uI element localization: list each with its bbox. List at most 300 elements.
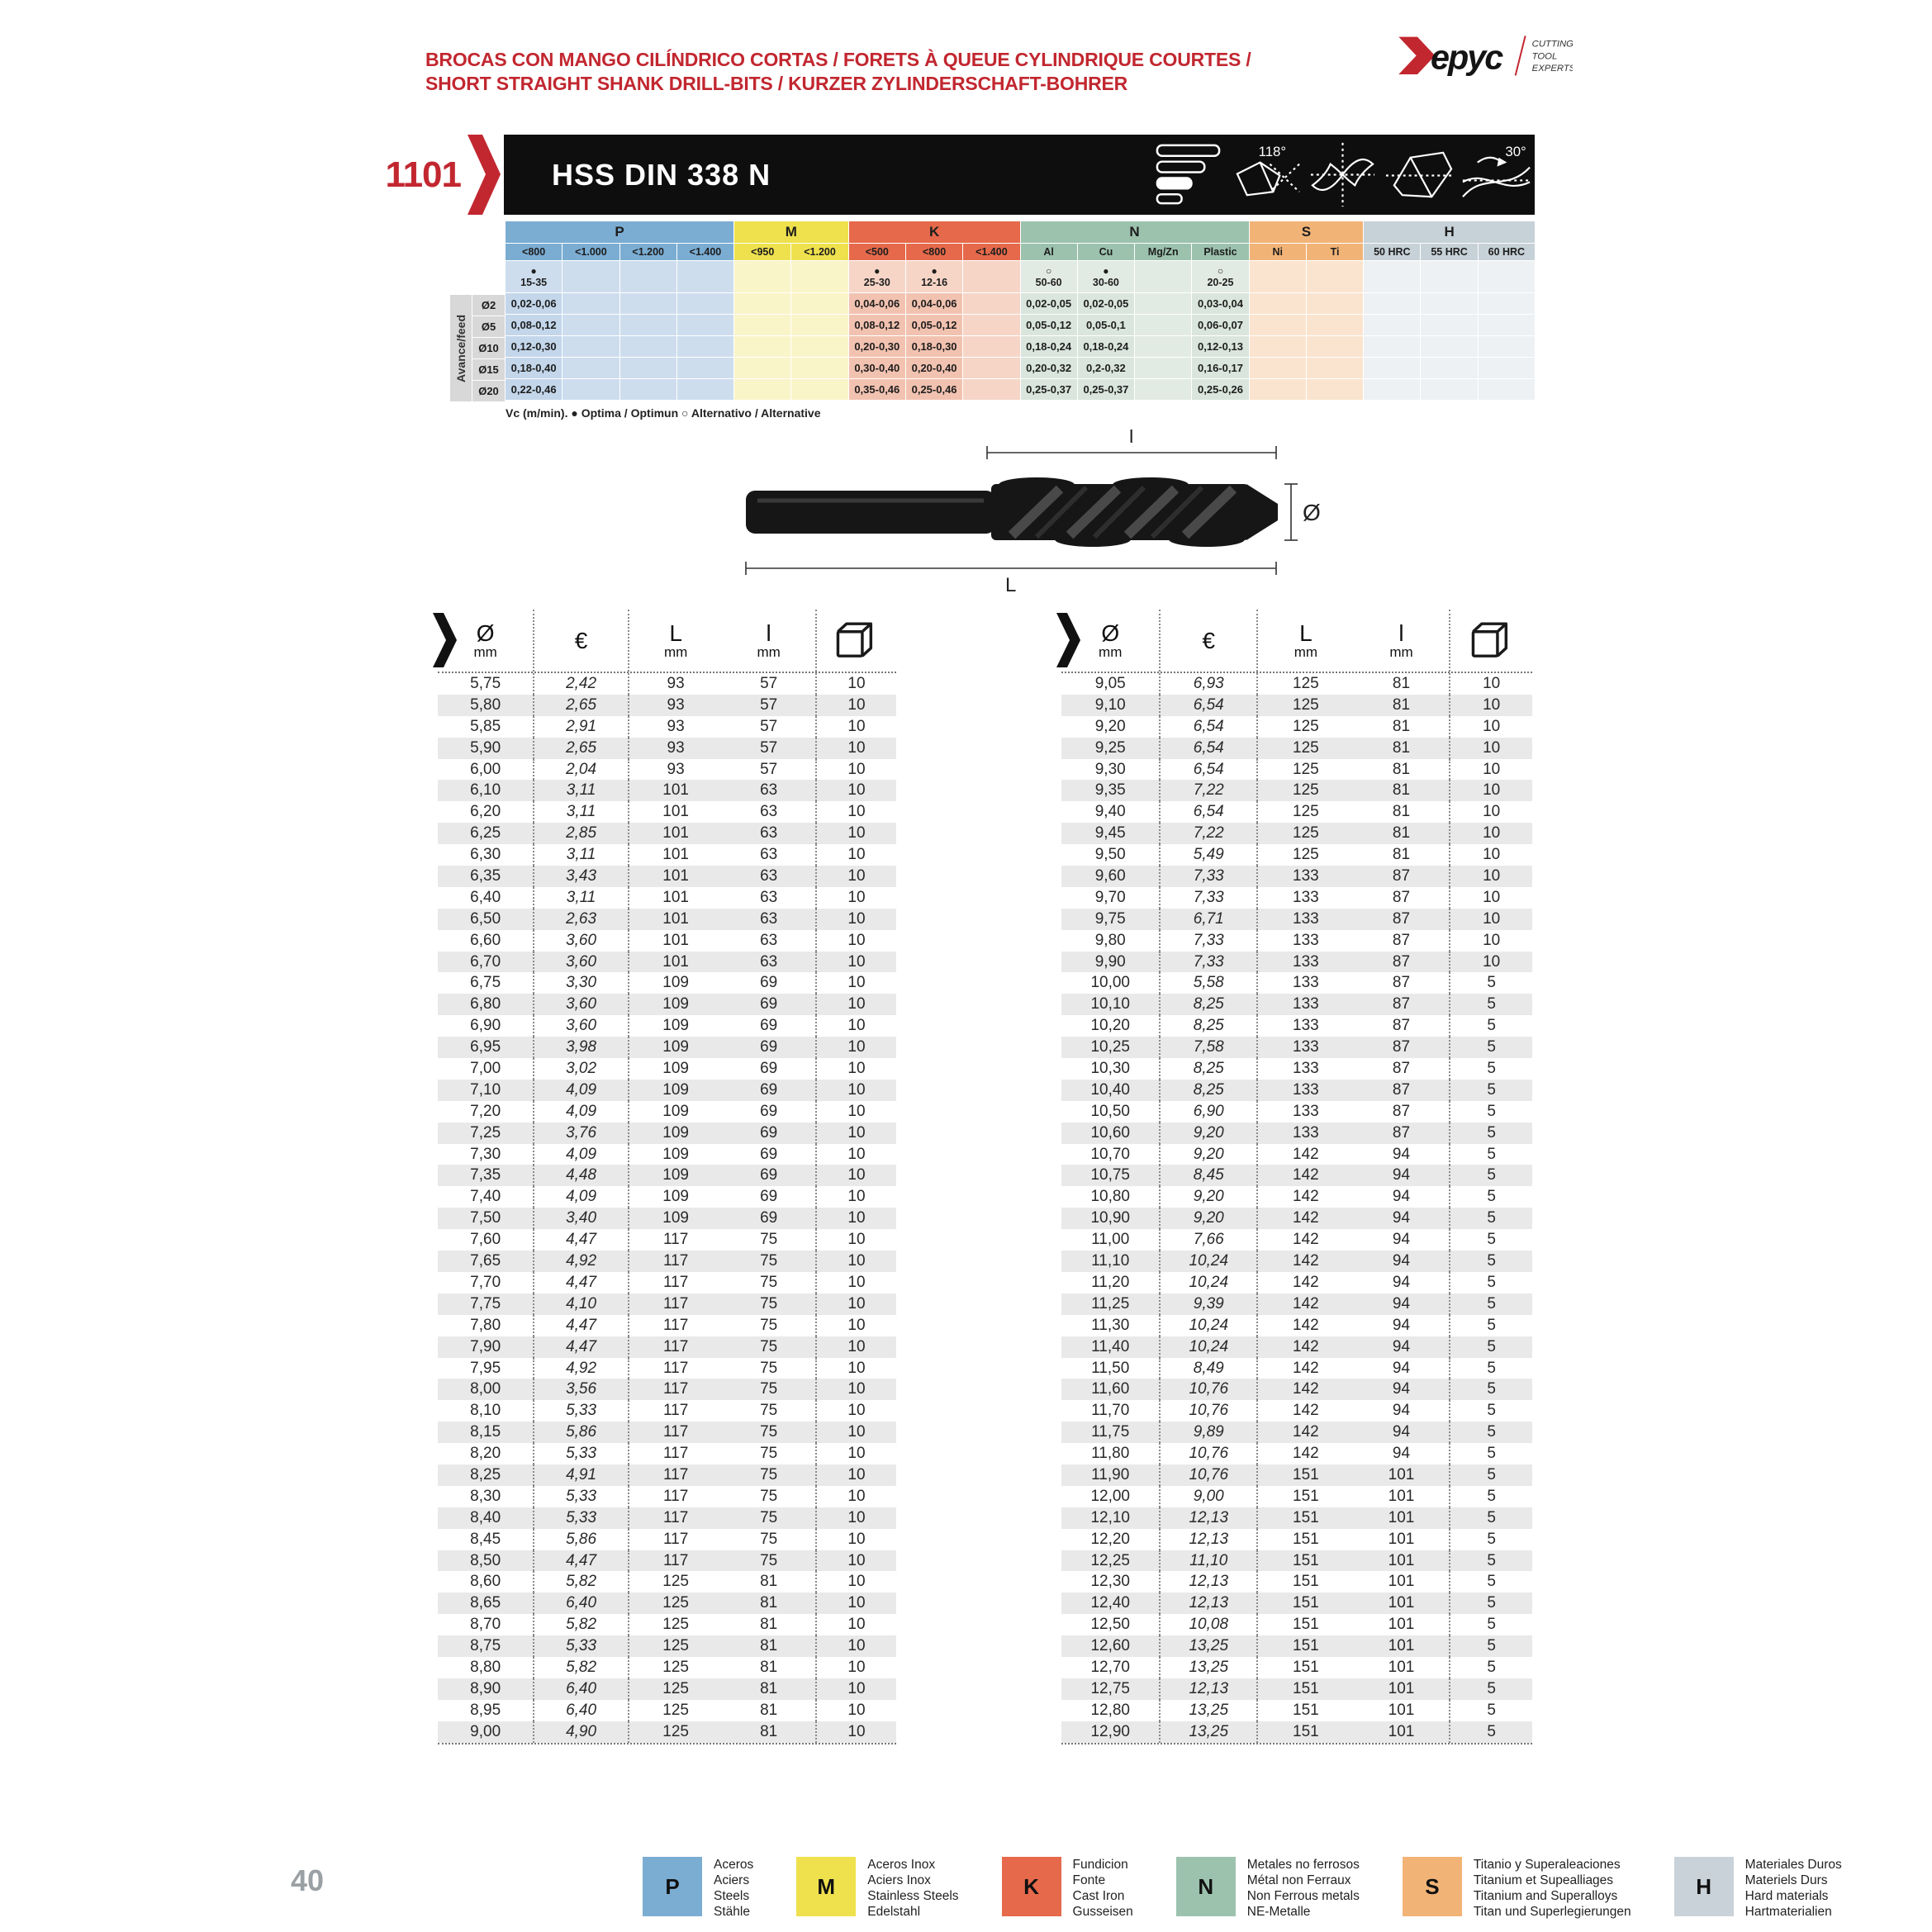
cell-flute-length: 81 (1392, 717, 1411, 735)
feed-label-block (450, 295, 505, 401)
legend-letter: P (665, 1873, 680, 1899)
cell-pack-qty: 5 (1449, 1251, 1532, 1272)
table-row (438, 887, 896, 909)
cell-pack-qty: 10 (1449, 695, 1532, 716)
table-row (438, 1358, 896, 1379)
cell-flute-length: 94 (1392, 1145, 1411, 1163)
cell-price: 12,13 (1159, 1507, 1256, 1529)
legend-text (1745, 1857, 1842, 1920)
cutting-speed-cell (1250, 261, 1306, 292)
table-row (1061, 1336, 1532, 1358)
legend-text (1474, 1857, 1631, 1920)
cell-flute-length: 87 (1392, 1102, 1411, 1120)
cell-total-length: 109 (628, 972, 723, 994)
product-banner (385, 135, 1536, 215)
cell-flute-length: 75 (760, 1273, 778, 1291)
diameter-dimension (1284, 484, 1298, 540)
catalog-header (1061, 610, 1532, 673)
cell-price: 10,24 (1159, 1251, 1256, 1272)
cell-total-length: 125 (628, 1657, 723, 1678)
cell-pack-qty: 10 (815, 952, 896, 973)
table-row (438, 1571, 896, 1593)
cell-pack-qty: 10 (815, 1208, 896, 1229)
cutting-parameter-table (506, 221, 1535, 400)
cell-diameter: 8,65 (470, 1594, 501, 1612)
speed-marker: ● (1103, 264, 1109, 277)
cell-pack-qty: 10 (815, 1443, 896, 1464)
cell-diameter: 12,90 (1090, 1722, 1130, 1740)
cell-total-length: 117 (628, 1422, 723, 1443)
cell-pack-qty: 10 (815, 780, 896, 801)
cell-flute-length: 81 (1392, 675, 1411, 692)
legend-line: Cast Iron (1072, 1889, 1125, 1903)
table-row (1061, 780, 1532, 801)
page-title-line1: BROCAS CON MANGO CILÍNDRICO CORTAS / FORETS À QUEUE CYLINDRIQUE COURTES / (425, 49, 1251, 70)
cell-diameter: 9,70 (1094, 888, 1126, 906)
cell-total-length: 109 (628, 1101, 723, 1123)
catalog-header (438, 610, 896, 673)
cell-price: 3,98 (533, 1037, 628, 1058)
feed-cell: 0,25-0,26 (1192, 379, 1248, 400)
feed-cell (1250, 379, 1306, 400)
cell-total-length: 109 (628, 1080, 723, 1101)
cell-price: 3,60 (533, 930, 628, 952)
cell-price: 4,90 (533, 1721, 628, 1743)
legend-line: Fundicion (1072, 1858, 1128, 1872)
cell-diameter: 9,50 (1094, 846, 1126, 864)
col-header-flute-length (722, 610, 815, 672)
legend-line: Titan und Superlegierungen (1473, 1905, 1631, 1919)
cell-total-length: 151 (1256, 1571, 1354, 1593)
cell-pack-qty: 10 (1449, 823, 1532, 844)
cell-diameter: 6,75 (470, 974, 501, 992)
feed-cell (963, 379, 1019, 400)
cell-price: 6,40 (533, 1678, 628, 1700)
cell-total-length: 125 (1256, 673, 1354, 695)
table-row (1061, 1165, 1532, 1186)
table-row (1061, 1101, 1532, 1123)
table-row (1061, 1037, 1532, 1058)
cell-flute-length: 81 (760, 1637, 778, 1655)
table-row (438, 1058, 896, 1080)
table-row (1061, 1550, 1532, 1572)
cell-pack-qty: 10 (815, 1422, 896, 1443)
cell-diameter: 11,80 (1091, 1445, 1130, 1463)
cell-total-length: 142 (1256, 1144, 1354, 1165)
cutting-speed-cell (620, 261, 676, 292)
feed-cell: 0,04-0,06 (849, 293, 905, 314)
cell-pack-qty: 10 (1449, 780, 1532, 801)
cell-total-length: 133 (1256, 930, 1354, 952)
cell-diameter: 8,75 (470, 1637, 501, 1655)
cell-flute-length: 57 (760, 695, 778, 714)
cell-price: 8,25 (1159, 1058, 1256, 1080)
cell-diameter: 10,20 (1090, 1017, 1130, 1035)
total-length-symbol: L (669, 619, 682, 646)
cell-flute-length: 94 (1392, 1337, 1411, 1355)
cell-pack-qty: 5 (1449, 1400, 1532, 1422)
speed-subheader: <1.200 (791, 244, 847, 260)
cell-diameter: 12,25 (1090, 1551, 1130, 1569)
cell-price: 6,93 (1159, 673, 1256, 695)
cell-flute-length: 63 (760, 952, 778, 971)
cell-total-length: 125 (1256, 823, 1354, 844)
cell-diameter: 8,60 (470, 1573, 501, 1591)
cell-diameter: 8,70 (470, 1616, 501, 1634)
cell-flute-length: 75 (760, 1551, 778, 1569)
cell-price: 9,20 (1159, 1123, 1256, 1144)
cell-total-length: 133 (1256, 887, 1354, 909)
speed-subheader: Al (1021, 244, 1077, 260)
feed-cell (734, 293, 790, 314)
table-row (1061, 1700, 1532, 1721)
table-row (1061, 887, 1532, 909)
table-row (438, 1700, 896, 1721)
cell-flute-length: 63 (760, 803, 778, 821)
cell-flute-length: 69 (760, 1209, 778, 1227)
cell-total-length: 109 (628, 1123, 723, 1144)
cell-flute-length: 94 (1392, 1445, 1411, 1463)
speed-subheader: 55 HRC (1421, 244, 1477, 260)
cell-price: 9,20 (1159, 1144, 1256, 1165)
cell-total-length: 133 (1256, 1037, 1354, 1058)
cell-price: 9,00 (1159, 1486, 1256, 1507)
cell-flute-length: 75 (760, 1337, 778, 1355)
section-chevron-icon (1056, 613, 1081, 667)
cell-flute-length: 63 (760, 909, 778, 928)
speed-subheader: <800 (906, 244, 962, 260)
cutting-speed-cell (734, 261, 790, 292)
cell-total-length: 142 (1256, 1358, 1354, 1379)
cell-pack-qty: 5 (1449, 1507, 1532, 1529)
cell-diameter: 7,40 (470, 1188, 501, 1206)
table-row (1061, 823, 1532, 844)
feed-cell: 0,05-0,12 (1021, 315, 1077, 335)
legend-line: Hard materials (1744, 1889, 1829, 1903)
section-chevron-icon (433, 613, 458, 667)
cell-flute-length: 81 (1392, 846, 1411, 864)
cell-pack-qty: 10 (815, 1593, 896, 1614)
cell-flute-length: 69 (760, 1017, 778, 1035)
cell-diameter: 9,30 (1094, 760, 1126, 778)
feed-row-label: Ø5 (472, 316, 505, 337)
total-length-unit: mm (663, 644, 688, 661)
diameter-unit: mm (1099, 644, 1123, 661)
cell-pack-qty: 10 (815, 759, 896, 781)
table-row (1061, 1443, 1532, 1464)
cell-total-length: 101 (628, 887, 723, 909)
table-row (438, 972, 896, 994)
cell-total-length: 101 (628, 844, 723, 866)
cell-diameter: 7,75 (470, 1294, 501, 1313)
legend-line: Aciers (714, 1873, 750, 1887)
legend-item (1674, 1857, 1842, 1920)
cell-pack-qty: 5 (1449, 1315, 1532, 1336)
cell-price: 3,11 (533, 801, 628, 823)
feed-cell (1307, 293, 1363, 314)
cell-diameter: 7,90 (470, 1337, 501, 1355)
cell-flute-length: 81 (1392, 760, 1411, 778)
cell-flute-length: 87 (1392, 1123, 1411, 1142)
feed-cell: 0,18-0,24 (1021, 336, 1077, 357)
cell-diameter: 9,20 (1094, 717, 1126, 735)
speed-subheader: <1.400 (677, 244, 733, 260)
cell-diameter: 11,75 (1091, 1423, 1130, 1441)
cell-diameter: 9,45 (1094, 824, 1126, 843)
cell-price: 10,24 (1159, 1336, 1256, 1358)
legend-line: Materiels Durs (1744, 1873, 1828, 1887)
table-row (1061, 1400, 1532, 1422)
table-row (1061, 994, 1532, 1015)
cell-diameter: 8,80 (470, 1658, 501, 1676)
table-row (1061, 1358, 1532, 1379)
cell-flute-length: 101 (1388, 1573, 1415, 1591)
cell-price: 4,09 (533, 1101, 628, 1123)
cell-pack-qty: 10 (815, 1229, 896, 1251)
table-row (438, 1315, 896, 1336)
table-row (438, 1486, 896, 1507)
feed-cell (1250, 336, 1306, 357)
legend-line: NE-Metalle (1246, 1905, 1311, 1919)
table-row (1061, 759, 1532, 781)
cell-price: 3,30 (533, 972, 628, 994)
cell-total-length: 109 (628, 1015, 723, 1037)
cell-price: 6,71 (1159, 909, 1256, 930)
brand-tagline-3: EXPERTS (1531, 64, 1573, 74)
page-title-line2: SHORT STRAIGHT SHANK DRILL-BITS / KURZER ZYLINDERSCHAFT-BOHRER (425, 73, 1128, 94)
legend-line: Edelstahl (867, 1905, 921, 1919)
cell-diameter: 10,50 (1090, 1102, 1130, 1120)
table-row (1061, 801, 1532, 823)
cell-flute-length: 101 (1388, 1701, 1415, 1719)
cell-diameter: 6,60 (470, 931, 501, 949)
cell-pack-qty: 5 (1449, 1635, 1532, 1657)
cell-price: 10,76 (1159, 1464, 1256, 1486)
material-group-header: M (734, 221, 848, 243)
cell-pack-qty: 5 (1449, 1422, 1532, 1443)
cell-price: 8,45 (1159, 1165, 1256, 1186)
cutting-speed-cell (1135, 261, 1191, 292)
speed-marker: ● (530, 264, 537, 277)
feed-cell (1421, 293, 1477, 314)
cell-pack-qty: 5 (1449, 1678, 1532, 1700)
cell-flute-length: 81 (1392, 695, 1411, 714)
cell-flute-length: 94 (1392, 1423, 1411, 1441)
cell-pack-qty: 5 (1449, 1272, 1532, 1294)
cell-price: 2,63 (533, 909, 628, 930)
table-row (1061, 1123, 1532, 1144)
table-row (438, 780, 896, 801)
feed-cell (1479, 293, 1535, 314)
brand-name: epyc (1431, 38, 1502, 77)
cutting-edge-icon (1383, 136, 1456, 213)
cell-price: 6,54 (1159, 716, 1256, 738)
cell-pack-qty: 5 (1449, 1657, 1532, 1678)
cell-diameter: 8,40 (470, 1508, 501, 1526)
cell-diameter: 12,10 (1090, 1508, 1130, 1526)
cell-total-length: 142 (1256, 1186, 1354, 1208)
cutting-speed-cell (1307, 261, 1363, 292)
cell-pack-qty: 5 (1449, 1721, 1532, 1743)
cell-total-length: 142 (1256, 1443, 1354, 1464)
cell-flute-length: 87 (1392, 1038, 1411, 1056)
brand-chevron-icon (1398, 37, 1435, 74)
feed-cell (1135, 379, 1191, 400)
cell-flute-length: 94 (1392, 1188, 1411, 1206)
cell-total-length: 142 (1256, 1336, 1354, 1358)
table-row (1061, 716, 1532, 738)
legend-line: Titanium et Supealliages (1473, 1873, 1614, 1887)
feed-cell: 0,22-0,46 (506, 379, 562, 400)
cell-price: 10,76 (1159, 1443, 1256, 1464)
cell-total-length: 117 (628, 1229, 723, 1251)
cell-flute-length: 87 (1392, 909, 1411, 928)
cell-flute-length: 101 (1388, 1530, 1415, 1548)
cell-diameter: 9,90 (1094, 952, 1126, 971)
table-row (438, 1101, 896, 1123)
cell-pack-qty: 10 (1449, 738, 1532, 759)
feed-cell: 0,20-0,32 (1021, 358, 1077, 378)
cell-flute-length: 87 (1392, 1080, 1411, 1099)
table-row (1061, 930, 1532, 952)
cell-pack-qty: 10 (815, 1123, 896, 1144)
brand-divider (1516, 36, 1526, 75)
feed-cell (791, 293, 847, 314)
cell-price: 2,65 (533, 695, 628, 716)
cell-total-length: 142 (1256, 1315, 1354, 1336)
cell-total-length: 101 (628, 823, 723, 844)
cell-total-length: 151 (1256, 1657, 1354, 1678)
cell-flute-length: 87 (1392, 867, 1411, 885)
cell-diameter: 8,20 (470, 1445, 501, 1463)
table-row (1061, 1486, 1532, 1507)
cell-total-length: 133 (1256, 866, 1354, 887)
table-row (1061, 1657, 1532, 1678)
feed-diameter-labels (472, 295, 505, 401)
cell-flute-length: 101 (1388, 1594, 1415, 1612)
product-name-bar (504, 135, 1535, 215)
cell-total-length: 101 (628, 909, 723, 930)
feed-cell: 0,04-0,06 (906, 293, 962, 314)
cell-price: 3,02 (533, 1058, 628, 1080)
col-header-pack-qty (1449, 610, 1532, 672)
cell-price: 13,25 (1159, 1657, 1256, 1678)
cell-total-length: 93 (628, 716, 723, 738)
cell-flute-length: 69 (760, 1145, 778, 1163)
feed-cell (563, 379, 619, 400)
cell-flute-length: 94 (1392, 1231, 1411, 1249)
cell-diameter: 10,40 (1090, 1080, 1130, 1099)
legend-line: Aciers Inox (867, 1873, 931, 1887)
euro-symbol: € (1202, 627, 1216, 653)
feed-cell (677, 293, 733, 314)
cell-flute-length: 57 (760, 760, 778, 778)
cell-total-length: 133 (1256, 952, 1354, 973)
cell-flute-length: 94 (1392, 1273, 1411, 1291)
cell-price: 5,33 (533, 1486, 628, 1507)
cell-diameter: 12,20 (1090, 1530, 1130, 1548)
flute-length-unit: mm (757, 644, 781, 661)
product-name: HSS DIN 338 N (552, 157, 771, 192)
cell-pack-qty: 5 (1449, 972, 1532, 994)
speed-marker: ○ (1046, 264, 1052, 277)
cell-diameter: 6,00 (470, 760, 501, 778)
cell-flute-length: 101 (1388, 1658, 1415, 1676)
cell-price: 5,82 (533, 1571, 628, 1593)
brand-logo-graphic (1394, 28, 1573, 83)
speed-subheader: Ti (1307, 244, 1363, 260)
speed-marker: ● (931, 264, 938, 277)
table-row (438, 1208, 896, 1229)
legend-line: Stainless Steels (867, 1889, 959, 1903)
flute-length-dimension (987, 446, 1276, 459)
table-row (438, 1614, 896, 1635)
cell-diameter: 7,65 (470, 1252, 501, 1270)
cell-price: 7,33 (1159, 930, 1256, 952)
cell-total-length: 125 (628, 1571, 723, 1593)
cell-pack-qty: 10 (815, 1379, 896, 1400)
cell-price: 2,91 (533, 716, 628, 738)
table-row (438, 801, 896, 823)
legend-line: Metales no ferrosos (1246, 1858, 1360, 1872)
feed-cell (563, 358, 619, 378)
col-header-total-length (628, 610, 723, 672)
cell-pack-qty: 10 (1449, 952, 1532, 973)
table-row (438, 1251, 896, 1272)
cell-diameter: 6,70 (470, 952, 501, 971)
legend-letter: K (1023, 1873, 1039, 1899)
cell-total-length: 117 (628, 1550, 723, 1572)
cell-diameter: 7,80 (470, 1316, 501, 1334)
feed-cell: 0,25-0,37 (1021, 379, 1077, 400)
cell-pack-qty: 5 (1449, 1358, 1532, 1379)
table-row (438, 1144, 896, 1165)
feed-cell (734, 358, 790, 378)
material-group-header: K (849, 221, 1020, 243)
cell-pack-qty: 10 (815, 695, 896, 716)
feed-cell (1421, 358, 1477, 378)
legend-line: Titanium and Superalloys (1473, 1889, 1618, 1903)
feed-cell (1307, 358, 1363, 378)
cell-price: 13,25 (1159, 1700, 1256, 1721)
brand-logo (1394, 28, 1573, 87)
catalog-table-right (1061, 610, 1532, 1744)
cell-price: 8,25 (1159, 1080, 1256, 1101)
cell-diameter: 12,00 (1090, 1487, 1130, 1505)
cell-diameter: 11,50 (1091, 1359, 1130, 1377)
helix-angle-label: 30° (1505, 143, 1526, 159)
cell-price: 12,13 (1159, 1529, 1256, 1550)
table-row (438, 1379, 896, 1400)
feed-cell (1135, 293, 1191, 314)
cell-price: 12,13 (1159, 1593, 1256, 1614)
col-header-pack-qty (815, 610, 896, 672)
legend-item (1002, 1857, 1133, 1920)
cell-price: 9,89 (1159, 1422, 1256, 1443)
legend-text (867, 1857, 958, 1920)
cell-total-length: 109 (628, 1165, 723, 1186)
cell-total-length: 117 (628, 1486, 723, 1507)
package-icon (1470, 621, 1513, 661)
cell-total-length: 133 (1256, 1080, 1354, 1101)
cell-pack-qty: 10 (815, 1571, 896, 1593)
cell-diameter: 6,95 (470, 1038, 501, 1056)
cell-pack-qty: 10 (815, 1721, 896, 1743)
feed-cell: 0,18-0,24 (1078, 336, 1134, 357)
speed-value: 15-35 (520, 276, 548, 288)
cell-price: 7,33 (1159, 866, 1256, 887)
feed-cell: 0,20-0,40 (906, 358, 962, 378)
